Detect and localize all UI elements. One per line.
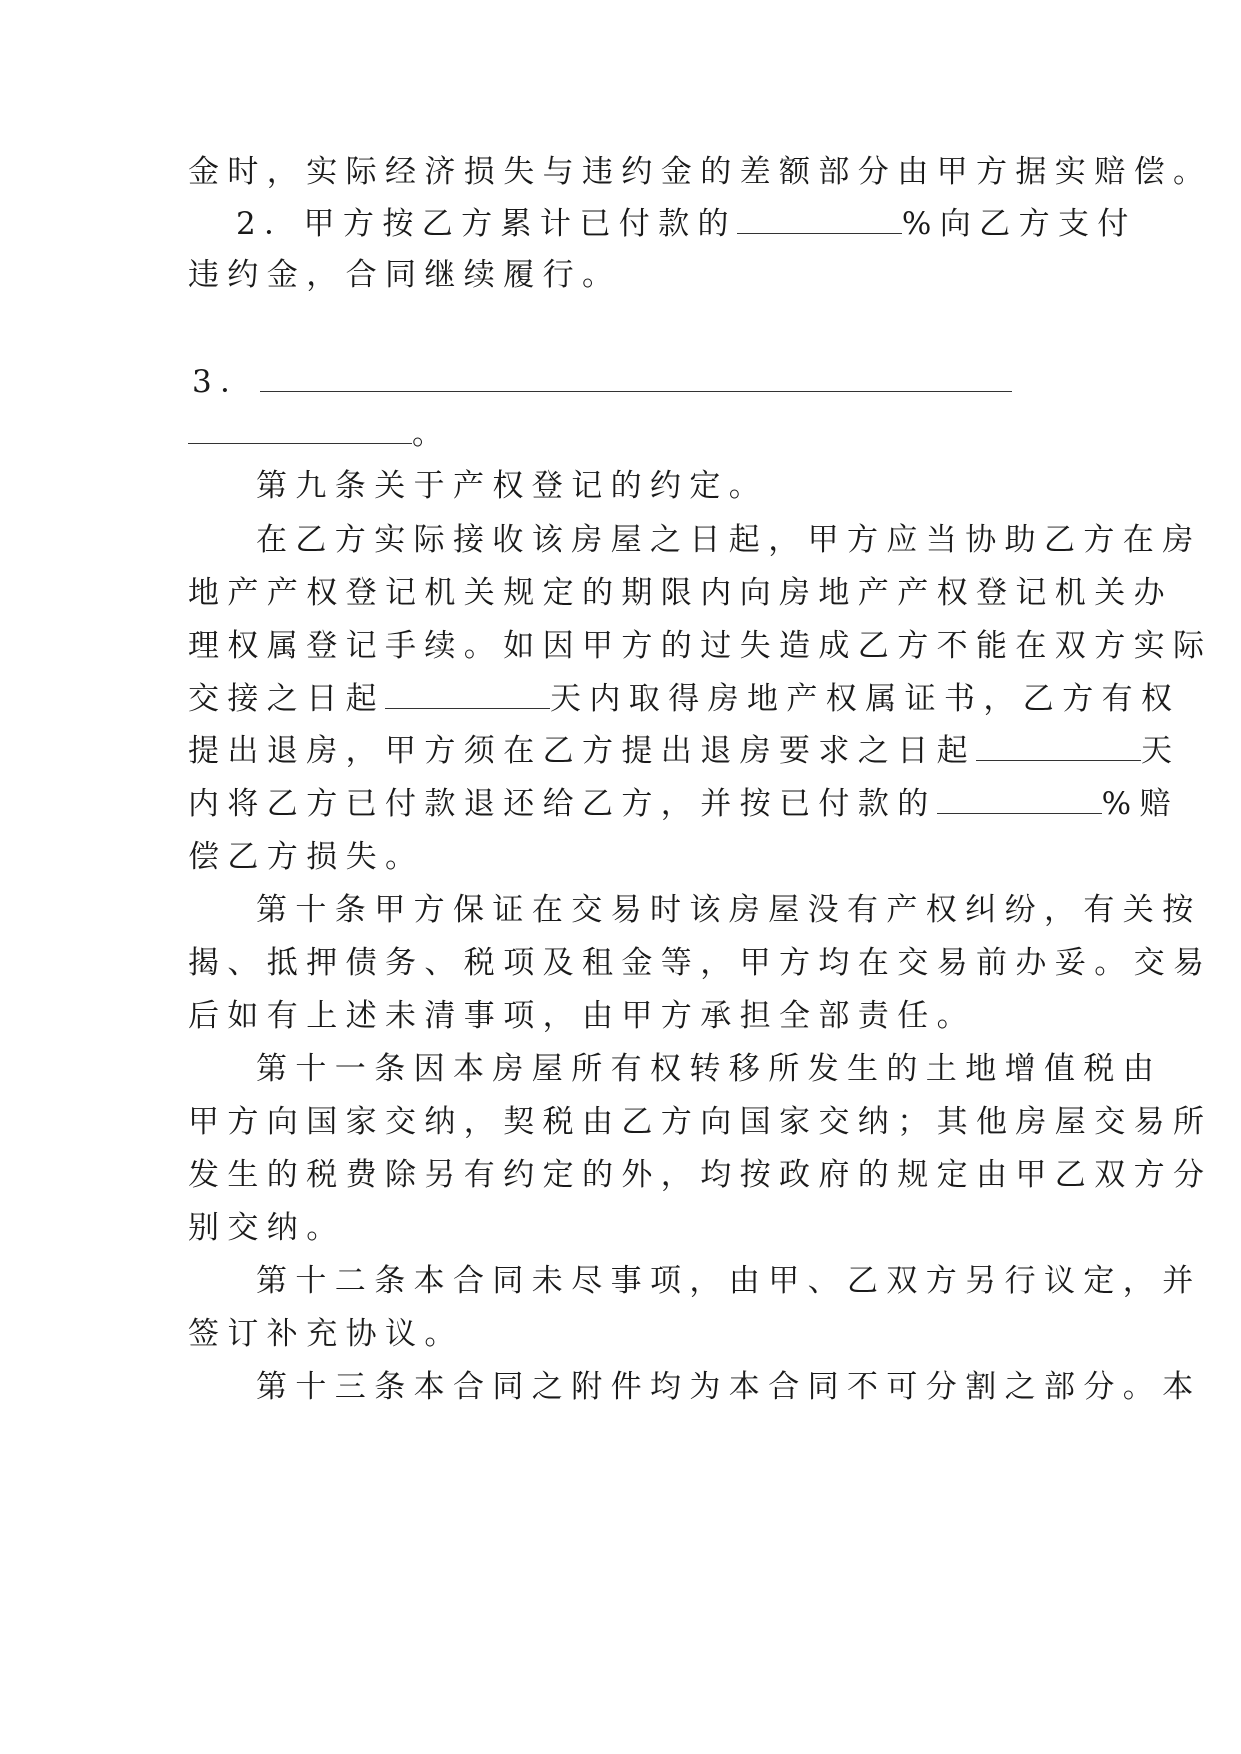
text-line (188, 996, 1048, 1036)
text-line (188, 1102, 1213, 1142)
clause-text: 偿乙方损失。 (188, 839, 425, 875)
clause-text: 天内取得房地产权属证书，乙方有权 (550, 681, 1181, 717)
clause-text: 在乙方实际接收该房屋之日起，甲方应当协助乙方在房 (256, 522, 1202, 558)
fill-in-blank (188, 417, 412, 444)
text-line (188, 1208, 1048, 1248)
text-line (188, 679, 1181, 719)
clause-text: 违约金，合同继续履行。 (188, 257, 622, 293)
text-line (188, 837, 1048, 877)
text-line (188, 414, 1048, 454)
clause-item-3 (192, 362, 1052, 402)
clause-text: 第十一条因本房屋所有权转移所发生的土地增值税由 (256, 1051, 1163, 1087)
clause-item-2 (236, 204, 1137, 244)
percentage-blank (737, 207, 902, 234)
clause-text: 后如有上述未清事项，由甲方承担全部责任。 (188, 998, 976, 1034)
clause-text: 甲方向国家交纳，契税由乙方向国家交纳；其他房屋交易所 (188, 1104, 1213, 1140)
days-blank (385, 682, 550, 709)
percentage-blank (937, 787, 1102, 814)
text-line (256, 520, 1202, 560)
clause-text: 签订补充协议。 (188, 1316, 464, 1352)
text-line (188, 255, 1048, 295)
article-10-paragraph (256, 890, 1202, 930)
fill-in-blank (260, 365, 1012, 392)
clause-text: 别交纳。 (188, 1210, 346, 1246)
clause-text: 地产产权登记机关规定的期限内向房地产产权登记机关办 (188, 575, 1173, 611)
clause-text: 提出退房，甲方须在乙方提出退房要求之日起 (188, 733, 976, 769)
text-line (188, 943, 1213, 983)
clause-text: 2．甲方按乙方累计已付款的 (236, 206, 737, 242)
text-line (188, 152, 1213, 192)
text-line (188, 784, 1179, 824)
clause-text: 交接之日起 (188, 681, 385, 717)
clause-text: 理权属登记手续。如因甲方的过失造成乙方不能在双方实际 (188, 628, 1213, 664)
clause-text: 内将乙方已付款退还给乙方，并按已付款的 (188, 786, 937, 822)
text-line (188, 626, 1213, 666)
article-11-paragraph (256, 1049, 1163, 1089)
article-9-heading (256, 466, 1116, 506)
clause-text: %赔 (1101, 786, 1179, 822)
article-13-paragraph (256, 1367, 1202, 1407)
clause-text: 第九条关于产权登记的约定。 (256, 468, 769, 504)
clause-text: 第十二条本合同未尽事项，由甲、乙双方另行议定，并 (256, 1263, 1202, 1299)
article-12-paragraph (256, 1261, 1202, 1301)
clause-text: 发生的税费除另有约定的外，均按政府的规定由甲乙双方分 (188, 1157, 1213, 1193)
text-line (188, 1314, 1048, 1354)
clause-text: 第十条甲方保证在交易时该房屋没有产权纠纷，有关按 (256, 892, 1202, 928)
clause-text: 金时，实际经济损失与违约金的差额部分由甲方据实赔偿。 (188, 154, 1213, 190)
clause-text: 天 (1141, 733, 1181, 769)
clause-text: 3． (192, 364, 260, 400)
text-line (188, 573, 1173, 613)
days-blank (976, 734, 1141, 761)
text-line (188, 1155, 1213, 1195)
clause-text: 揭、抵押债务、税项及租金等，甲方均在交易前办妥。交易 (188, 945, 1213, 981)
text-line (188, 731, 1181, 771)
clause-text: 第十三条本合同之附件均为本合同不可分割之部分。本 (256, 1369, 1202, 1405)
clause-text: %向乙方支付 (901, 206, 1137, 242)
clause-text: 。 (412, 416, 452, 452)
